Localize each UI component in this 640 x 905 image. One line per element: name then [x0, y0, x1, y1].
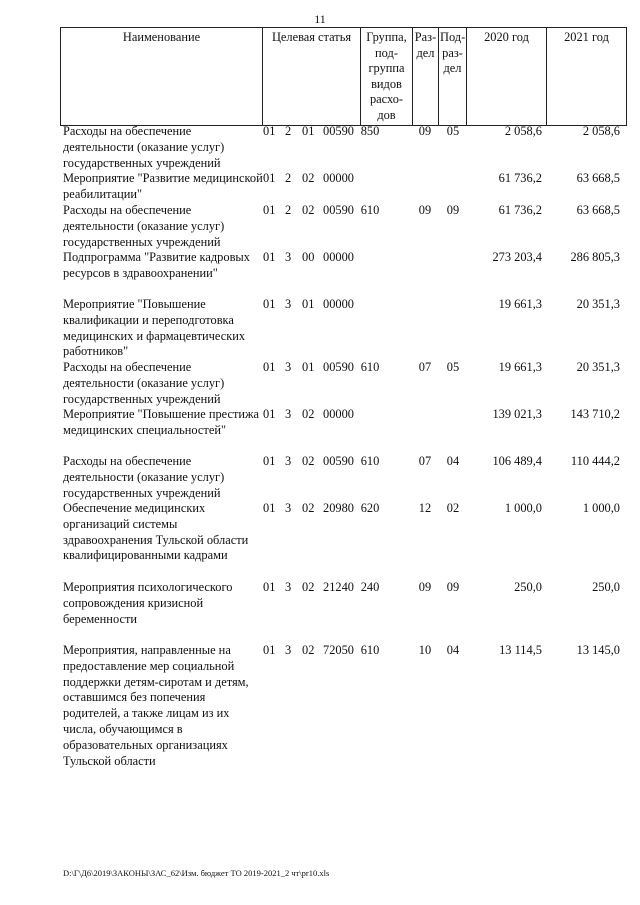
page-number: 11 — [314, 12, 326, 26]
target-code-direction: 00590 — [323, 360, 354, 374]
target-code-subprogram: 3 — [285, 580, 292, 594]
value-2020: 250,0 — [514, 580, 542, 594]
value-2021: 13 145,0 — [576, 643, 620, 657]
row-name: Расходы на обеспечение деятельности (оказание услуг) государственных учреждений — [63, 360, 225, 406]
value-2020: 61 736,2 — [498, 171, 542, 185]
header-expense-group: Группа, под- группа видов расхо- дов — [361, 28, 413, 126]
section-cell: 07 — [418, 454, 432, 468]
expense-group-cell: 610 — [360, 203, 380, 217]
target-code-direction: 00000 — [323, 407, 354, 421]
expense-group-cell: 610 — [360, 360, 380, 374]
row-name: Подпрограмма "Развитие кадровых ресурсов в здравоохранении" — [63, 250, 250, 280]
section-cell: 07 — [418, 360, 432, 374]
target-code-program: 01 — [263, 171, 276, 185]
target-code-subprogram: 3 — [285, 407, 292, 421]
target-code-event: 01 — [302, 360, 315, 374]
target-code-program: 01 — [263, 580, 276, 594]
target-code-event: 02 — [302, 501, 315, 515]
target-code-direction: 20980 — [323, 501, 354, 515]
target-code-direction: 00590 — [323, 454, 354, 468]
subsection-cell: 02 — [446, 501, 460, 515]
footer-file-path: D:\Г\Д6\2019\ЗАКОНЫ\ЗАС_62\Изм. бюджет ТО 2019-2021_2 чт\pr10.xls — [63, 868, 330, 878]
target-code-subprogram: 2 — [285, 203, 292, 217]
target-code-subprogram: 3 — [285, 454, 292, 468]
target-code-direction: 00000 — [323, 250, 354, 264]
expense-group-cell: 240 — [360, 580, 380, 594]
value-2021: 63 668,5 — [576, 203, 620, 217]
row-name: Мероприятия психологического сопровождения кризисной беременности — [63, 580, 233, 626]
header-year-2020: 2020 год — [467, 28, 547, 126]
target-code-event: 01 — [302, 124, 315, 138]
target-code-subprogram: 3 — [285, 643, 292, 657]
section-cell: 09 — [418, 580, 432, 594]
target-code-subprogram: 2 — [285, 124, 292, 138]
header-section: Раз- дел — [413, 28, 439, 126]
target-code-program: 01 — [263, 407, 276, 421]
target-code-direction: 00590 — [323, 124, 354, 138]
target-code-program: 01 — [263, 124, 276, 138]
subsection-cell: 09 — [446, 580, 460, 594]
section-cell: 09 — [418, 203, 432, 217]
target-code-event: 02 — [302, 171, 315, 185]
header-name: Наименование — [61, 28, 263, 126]
target-code-program: 01 — [263, 501, 276, 515]
value-2020: 2 058,6 — [504, 124, 542, 138]
target-code-event: 02 — [302, 407, 315, 421]
section-cell: 09 — [418, 124, 432, 138]
value-2020: 139 021,3 — [492, 407, 542, 421]
target-code-event: 02 — [302, 203, 315, 217]
value-2020: 106 489,4 — [492, 454, 542, 468]
target-code-program: 01 — [263, 203, 276, 217]
subsection-cell: 04 — [446, 643, 460, 657]
target-code-direction: 21240 — [323, 580, 354, 594]
expense-group-cell: 850 — [360, 124, 380, 138]
value-2021: 63 668,5 — [576, 171, 620, 185]
target-code-direction: 72050 — [323, 643, 354, 657]
row-name: Расходы на обеспечение деятельности (оказание услуг) государственных учреждений — [63, 124, 225, 170]
subsection-cell: 04 — [446, 454, 460, 468]
target-code-program: 01 — [263, 297, 276, 311]
target-code-event: 01 — [302, 297, 315, 311]
value-2021: 20 351,3 — [576, 297, 620, 311]
value-2020: 19 661,3 — [498, 360, 542, 374]
target-code-subprogram: 3 — [285, 250, 292, 264]
value-2020: 61 736,2 — [498, 203, 542, 217]
target-code-event: 02 — [302, 643, 315, 657]
subsection-cell: 05 — [446, 360, 460, 374]
target-code-direction: 00000 — [323, 171, 354, 185]
row-name: Мероприятие "Повышение престижа медицинских специальностей" — [63, 407, 260, 437]
target-code-direction: 00000 — [323, 297, 354, 311]
target-code-event: 02 — [302, 454, 315, 468]
value-2020: 1 000,0 — [504, 501, 542, 515]
row-name: Расходы на обеспечение деятельности (оказание услуг) государственных учреждений — [63, 454, 225, 500]
section-cell: 10 — [418, 643, 432, 657]
value-2021: 143 710,2 — [570, 407, 620, 421]
value-2020: 13 114,5 — [499, 643, 542, 657]
table-header — [60, 27, 627, 126]
value-2020: 19 661,3 — [498, 297, 542, 311]
value-2020: 273 203,4 — [492, 250, 542, 264]
value-2021: 286 805,3 — [570, 250, 620, 264]
row-name: Расходы на обеспечение деятельности (оказание услуг) государственных учреждений — [63, 203, 225, 249]
target-code-event: 02 — [302, 580, 315, 594]
target-code-program: 01 — [263, 643, 276, 657]
header-target-article: Целевая статья — [263, 28, 361, 126]
subsection-cell: 09 — [446, 203, 460, 217]
header-subsection: Под- раз- дел — [439, 28, 467, 126]
row-name: Обеспечение медицинских организаций системы здравоохранения Тульской области квалифицированными кадрами — [63, 501, 249, 563]
row-name: Мероприятие "Развитие медицинской реабилитации" — [63, 171, 263, 201]
subsection-cell: 05 — [446, 124, 460, 138]
value-2021: 250,0 — [592, 580, 620, 594]
expense-group-cell: 610 — [360, 454, 380, 468]
target-code-subprogram: 2 — [285, 171, 292, 185]
target-code-subprogram: 3 — [285, 297, 292, 311]
section-cell: 12 — [418, 501, 432, 515]
header-year-2021: 2021 год — [547, 28, 627, 126]
expense-group-cell: 610 — [360, 643, 380, 657]
target-code-subprogram: 3 — [285, 360, 292, 374]
value-2021: 2 058,6 — [582, 124, 620, 138]
row-name: Мероприятия, направленные на предоставление мер социальной поддержки детям-сиротам и детям, оставшимся без попечения родителей, а также лицам из их числа, обучающимся в образовательных организациях Тульской области — [63, 643, 249, 768]
target-code-direction: 00590 — [323, 203, 354, 217]
target-code-program: 01 — [263, 454, 276, 468]
target-code-event: 00 — [302, 250, 315, 264]
value-2021: 1 000,0 — [582, 501, 620, 515]
target-code-program: 01 — [263, 360, 276, 374]
target-code-subprogram: 3 — [285, 501, 292, 515]
value-2021: 110 444,2 — [570, 454, 620, 468]
target-code-program: 01 — [263, 250, 276, 264]
expense-group-cell: 620 — [360, 501, 380, 515]
value-2021: 20 351,3 — [576, 360, 620, 374]
row-name: Мероприятие "Повышение квалификации и переподготовка медицинских и фармацевтических работников" — [63, 297, 246, 359]
